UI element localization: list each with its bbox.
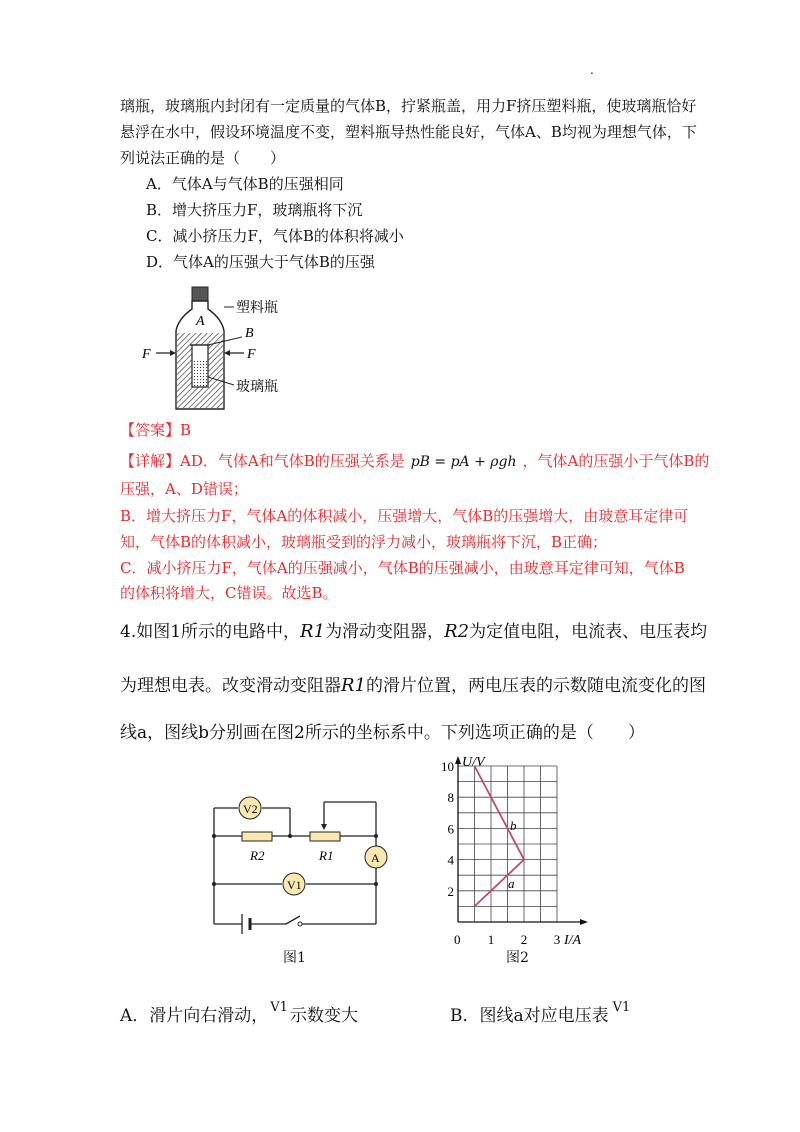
series-label-b: b xyxy=(510,818,517,833)
q3-detail-line-4: 知，气体B的体积减小，玻璃瓶受到的浮力减小，玻璃瓶将下沉，B正确； xyxy=(120,533,608,551)
y-tick-label: 4 xyxy=(447,852,454,868)
bottle-figure xyxy=(136,285,336,420)
q3-stem-line-2: 悬浮在水中，假设环境温度不变，塑料瓶导热性能良好，气体A、B均视为理想气体，下 xyxy=(120,123,697,141)
detail-formula: pB = pA + ρgh xyxy=(410,454,517,470)
label-glass-bottle: 玻璃瓶 xyxy=(236,380,278,395)
q3-detail-line-6: 的体积将增大，C错误。故选B。 xyxy=(120,584,338,602)
q4-line-1 xyxy=(120,622,707,642)
q3-detail-line-1 xyxy=(120,451,709,472)
x-axis-arrow xyxy=(580,919,588,925)
q3-option-c: C．减小挤压力F，气体B的体积将减小 xyxy=(146,227,404,245)
label-gas-a: A xyxy=(196,314,205,329)
y-axis-arrow xyxy=(455,756,461,764)
fig1-caption: 图1 xyxy=(283,950,306,966)
y-tick-label: 10 xyxy=(441,759,454,774)
x-tick-label: 2 xyxy=(520,932,528,947)
chart-xlabel: I/A xyxy=(564,933,582,948)
q3-answer: 【答案】B xyxy=(120,421,192,439)
q3-option-b: B．增大挤压力F，玻璃瓶将下沉 xyxy=(146,201,363,219)
ui-chart xyxy=(430,752,600,952)
sym-r1-2: R1 xyxy=(341,675,367,696)
label-r1: R1 xyxy=(319,848,334,863)
circuit-figure xyxy=(200,790,400,970)
chart-origin: 0 xyxy=(454,932,461,947)
x-tick-label: 1 xyxy=(487,932,495,947)
series-line-a xyxy=(475,860,525,907)
q3-stem-line-1: 璃瓶，玻璃瓶内封闭有一定质量的气体B，拧紧瓶盖，用力F挤压塑料瓶，使玻璃瓶恰好 xyxy=(120,97,697,115)
detail-line1-pre: 【详解】AD．气体A和气体B的压强关系是 xyxy=(120,452,405,470)
series-label-a: a xyxy=(508,876,515,891)
q4-option-b xyxy=(450,1000,631,1028)
detail-line1-post: ，气体A的压强小于气体B的 xyxy=(522,452,710,470)
corner-mark: . xyxy=(590,63,594,77)
chart-ylabel: U/V xyxy=(462,755,485,770)
label-v2: V2 xyxy=(243,802,258,816)
label-r2: R2 xyxy=(250,848,265,863)
q4-line2-b: 的滑片位置，两电压表的示数随电流变化的图 xyxy=(366,676,707,696)
label-ammeter: A xyxy=(371,851,380,865)
resistor-r2 xyxy=(242,832,272,841)
label-force-right: F xyxy=(247,347,256,362)
label-plastic-bottle: 塑料瓶 xyxy=(236,301,278,316)
q4-line2-a: 为理想电表。改变滑动变阻器 xyxy=(120,676,341,696)
y-tick-label: 6 xyxy=(447,821,454,837)
q3-detail-line-2: 压强，A、D错误； xyxy=(120,480,248,498)
resistor-r1 xyxy=(310,832,340,841)
q3-detail-line-5: C．减小挤压力F，气体A的压强减小，气体B的压强减小，由玻意耳定律可知，气体B xyxy=(120,559,685,577)
sym-r2: R2 xyxy=(444,621,470,642)
y-tick-label: 2 xyxy=(447,883,454,899)
x-tick-label: 3 xyxy=(553,932,561,947)
label-gas-b: B xyxy=(245,326,254,341)
q4-line1-a: 4.如图1所示的电路中， xyxy=(120,622,301,642)
q3-stem-line-3: 列说法正确的是（ ） xyxy=(120,149,286,167)
q3-detail-line-3: B．增大挤压力F，气体A的体积减小，压强增大，气体B的压强增大，由玻意耳定律可 xyxy=(120,507,689,525)
q4-option-a-sym: V1 xyxy=(270,1000,288,1015)
q4-option-a-post: 示数变大 xyxy=(289,1006,358,1026)
q4-line1-b: 为滑动变阻器， xyxy=(325,622,445,642)
q3-option-a: A．气体A与气体B的压强相同 xyxy=(146,175,344,193)
label-v1: V1 xyxy=(287,878,302,892)
bottle-cap xyxy=(192,287,208,301)
y-tick-label: 8 xyxy=(447,790,454,806)
label-force-left: F xyxy=(142,347,151,362)
q4-line1-c: 为定值电阻，电流表、电压表均 xyxy=(469,622,708,642)
q3-option-d: D．气体A的压强大于气体B的压强 xyxy=(146,253,375,271)
q4-line-2 xyxy=(120,676,706,696)
q4-option-b-pre: B．图线a对应电压表 xyxy=(450,1006,609,1026)
sym-r1: R1 xyxy=(300,621,326,642)
q4-option-a xyxy=(120,1000,358,1028)
fig2-caption: 图2 xyxy=(506,950,529,966)
q4-line-3: 线a，图线b分别画在图2所示的坐标系中。下列选项正确的是（ ） xyxy=(120,723,645,743)
q4-option-b-sym: V1 xyxy=(612,1000,631,1015)
q4-option-a-pre: A．滑片向右滑动， xyxy=(120,1006,269,1026)
